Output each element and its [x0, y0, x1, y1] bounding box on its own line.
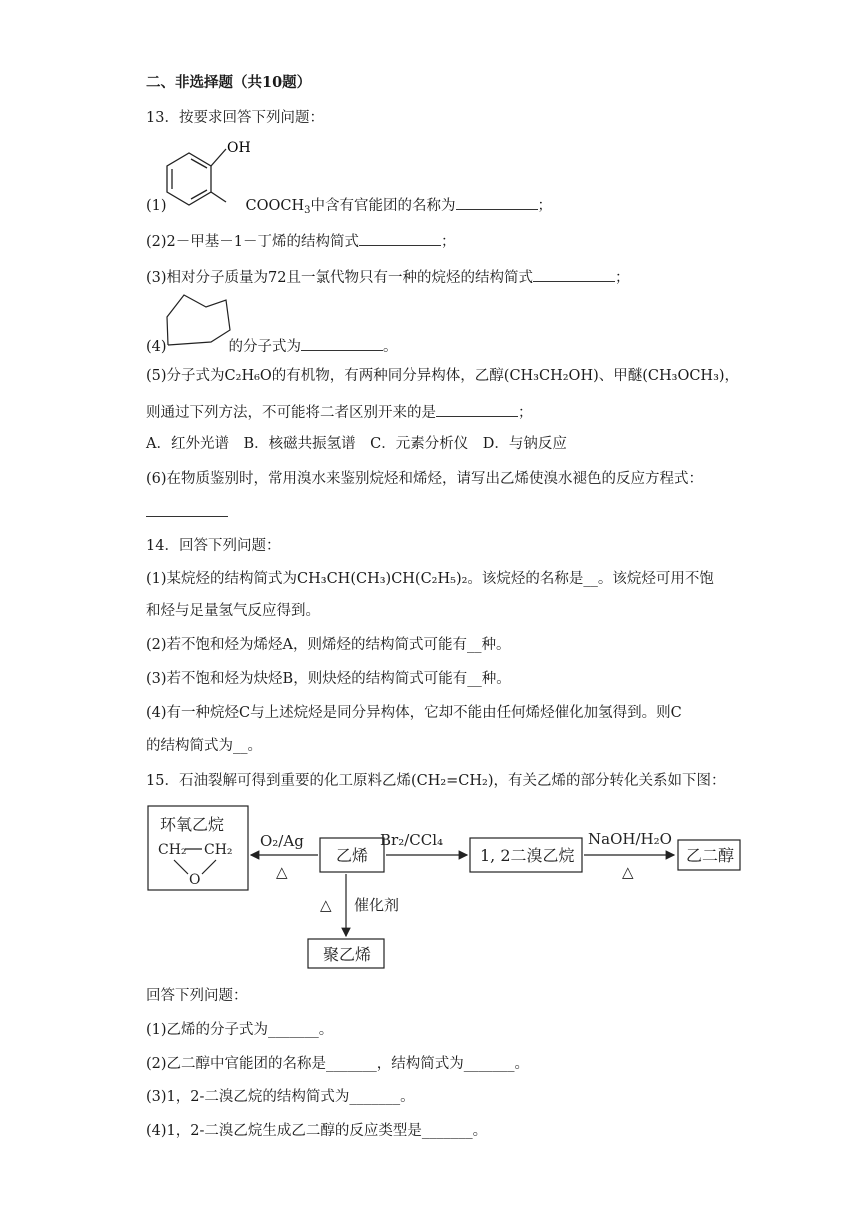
q14-part4-line2: 的结构简式为__。	[146, 738, 262, 754]
q14-part4-line1: (4)有一种烷烃C与上述烷烃是同分异构体，它却不能由任何烯烃催化加氢得到。则C	[146, 705, 682, 721]
q14-part3: (3)若不饱和烃为炔烃B，则炔烃的结构简式可能有__种。	[146, 671, 511, 687]
q13-stem: 13．按要求回答下列问题：	[146, 110, 324, 126]
q14-part1-line2: 和烃与足量氢气反应得到。	[146, 603, 320, 619]
q15-part4: (4)1，2-二溴乙烷生成乙二醇的反应类型是_______。	[146, 1123, 488, 1139]
ethylene-conversion-diagram	[140, 800, 750, 975]
q14-stem: 14．回答下列问题：	[146, 538, 281, 554]
q14-part2: (2)若不饱和烃为烯烃A，则烯烃的结构简式可能有__种。	[146, 637, 511, 653]
answer-blank[interactable]	[146, 516, 228, 517]
cooch3-label: $COOCH_3$	[245, 198, 311, 216]
dibromoethane-label: 1, 2二溴乙烷	[480, 846, 575, 865]
heat-symbol: △	[276, 863, 288, 881]
answer-blank[interactable]	[301, 336, 383, 351]
catalyst-label: 催化剂	[354, 896, 400, 914]
q13-part5-line2: 则通过下列方法，不可能将二者区别开来的是 ；	[146, 402, 533, 423]
q15-part3: (3)1，2-二溴乙烷的结构简式为_______。	[146, 1089, 415, 1105]
q15-stem: 15．石油裂解可得到重要的化工原料乙烯(CH₂=CH₂)，有关乙烯的部分转化关系如下图：	[146, 773, 726, 789]
q13-part2: (2)2－甲基－1－丁烯的结构简式 ；	[146, 231, 456, 252]
heat-symbol: △	[622, 863, 634, 881]
reagent-naoh-h2o: NaOH/H₂O	[588, 830, 672, 848]
epoxide-name: 环氧乙烷	[160, 815, 225, 834]
heat-symbol: △	[320, 896, 332, 914]
epoxide-ch2-right: CH₂	[204, 842, 233, 858]
q13-part3: (3)相对分子质量为72且一氯代物只有一种的烷烃的结构简式 ；	[146, 267, 630, 288]
answer-blank[interactable]	[456, 195, 538, 210]
reagent-br2-ccl4: Br₂/CCl₄	[380, 831, 444, 849]
answer-blank[interactable]	[533, 267, 615, 282]
epoxide-o: O	[189, 872, 201, 888]
q15-sub-stem: 回答下列问题：	[146, 988, 248, 1004]
q13-part4: (4) 的分子式为 。	[146, 336, 398, 357]
section-title: 二、非选择题（共10题）	[146, 74, 312, 91]
q13-part5-options: A．红外光谱 B．核磁共振氢谱 C．元素分析仪 D．与钠反应	[146, 436, 567, 452]
q13-part6: (6)在物质鉴别时，常用溴水来鉴别烷烃和烯烃，请写出乙烯使溴水褪色的反应方程式：	[146, 471, 704, 487]
ethylene-label: 乙烯	[336, 846, 369, 865]
glycol-label: 乙二醇	[686, 846, 735, 865]
oh-label: OH	[227, 140, 251, 156]
polyethylene-label: 聚乙烯	[323, 945, 372, 964]
q15-part2: (2)乙二醇中官能团的名称是_______，结构简式为_______。	[146, 1056, 530, 1072]
reagent-o2-ag: O₂/Ag	[260, 832, 304, 850]
q13-part5-line1: (5)分子式为C₂H₆O的有机物，有两种同分异构体，乙醇(CH₃CH₂OH)、甲醚(CH₃OCH₃)，	[146, 368, 740, 384]
epoxide-ch2-left: CH₂	[158, 842, 187, 858]
answer-blank[interactable]	[436, 402, 518, 417]
q15-part1: (1)乙烯的分子式为_______。	[146, 1022, 334, 1038]
q13-part1: (1) $COOCH_3$中含有官能团的名称为 ；	[146, 195, 552, 216]
answer-blank[interactable]	[359, 231, 441, 246]
q14-part1-line1: (1)某烷烃的结构简式为CH₃CH(CH₃)CH(C₂H₅)₂。该烷烃的名称是__。该烷烃可用不饱	[146, 571, 714, 587]
